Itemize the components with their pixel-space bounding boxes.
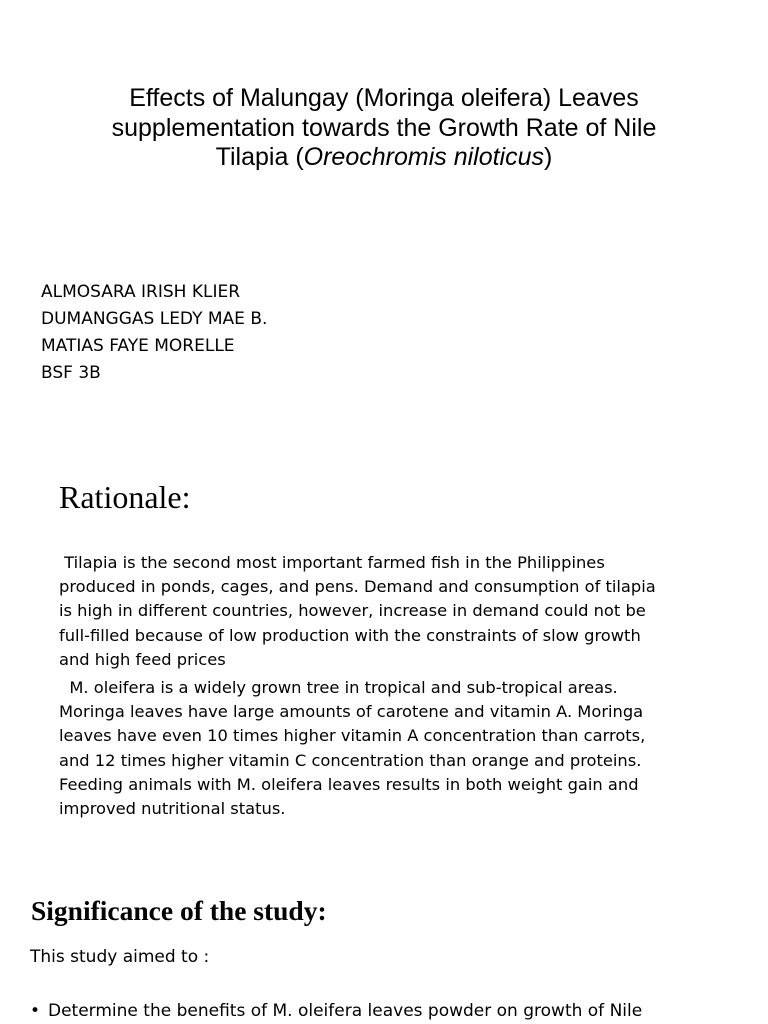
section-code: BSF 3B xyxy=(41,363,101,383)
paragraph-line: full-filled because of low production with the constraints of slow growth xyxy=(59,625,641,645)
rationale-heading: Rationale: xyxy=(59,479,191,515)
scientific-name: Oreochromis niloticus xyxy=(303,143,545,171)
significance-intro: This study aimed to : xyxy=(30,947,210,967)
bullet-list-item xyxy=(30,999,768,1023)
author-name: ALMOSARA IRISH KLIER xyxy=(41,282,241,302)
title-line xyxy=(40,143,728,173)
paragraph-line: Moringa leaves have large amounts of carotene and vitamin A. Moringa xyxy=(59,702,644,722)
paragraph-line: improved nutritional status. xyxy=(59,799,286,819)
bullet-icon: • xyxy=(30,1001,41,1021)
title-line: supplementation towards the Growth Rate of Nile xyxy=(111,113,657,142)
paragraph-line: and 12 times higher vitamin C concentration than orange and proteins. xyxy=(59,750,642,770)
rationale-paragraph xyxy=(59,676,739,821)
title-text: ) xyxy=(544,143,553,171)
paragraph-line: produced in ponds, cages, and pens. Demand and consumption of tilapia xyxy=(59,577,656,597)
author-name: DUMANGGAS LEDY MAE B. xyxy=(41,309,268,329)
title-line: Effects of Malungay (Moringa oleifera) Leaves xyxy=(129,84,639,112)
paragraph-line: Feeding animals with M. oleifera leaves results in both weight gain and xyxy=(59,774,639,794)
author-name: MATIAS FAYE MORELLE xyxy=(41,336,235,356)
paragraph-line: and high feed prices xyxy=(59,649,226,669)
rationale-paragraph xyxy=(59,551,739,672)
document-title xyxy=(40,84,728,173)
title-text: Tilapia ( xyxy=(215,143,304,171)
bullet-text: Determine the benefits of M. oleifera leaves powder on growth of Nile xyxy=(48,1001,643,1021)
paragraph-line: is high in different countries, however, increase in demand could not be xyxy=(59,601,646,621)
paragraph-line: M. oleifera is a widely grown tree in tropical and sub-tropical areas. xyxy=(59,678,618,697)
paragraph-line: Tilapia is the second most important farmed fish in the Philippines xyxy=(59,553,605,572)
significance-heading: Significance of the study: xyxy=(31,895,327,926)
author-list xyxy=(41,279,267,387)
paragraph-line: leaves have even 10 times higher vitamin A concentration than carrots, xyxy=(59,726,646,746)
